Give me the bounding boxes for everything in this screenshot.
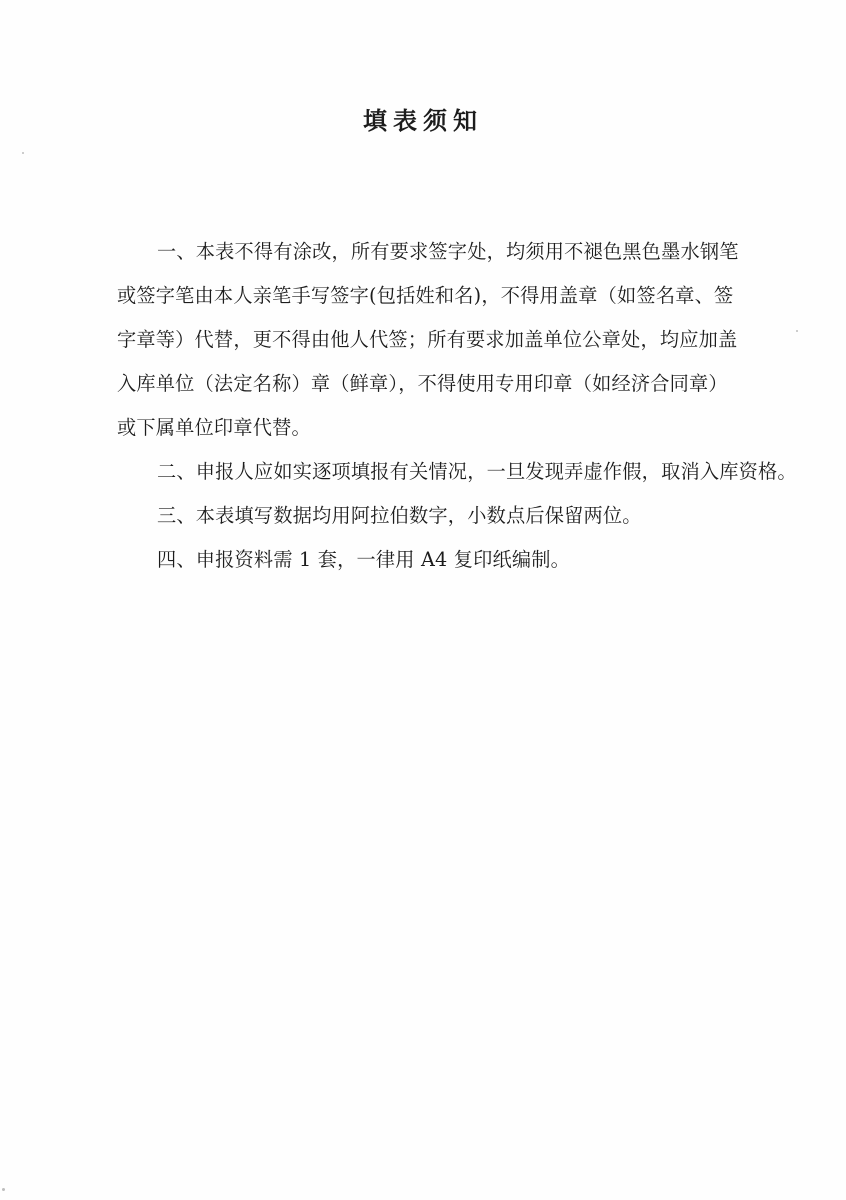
instruction-item-1-line-5: 或下属单位印章代替。 <box>117 416 311 439</box>
instruction-item-4-line-1: 四、申报资料需 1 套，一律用 A4 复印纸编制。 <box>157 548 571 571</box>
instruction-item-2-line-1: 二、申报人应如实逐项填报有关情况，一旦发现弄虚作假，取消入库资格。 <box>157 460 797 483</box>
instruction-item-1-line-1: 一、本表不得有涂改，所有要求签字处，均须用不褪色黑色墨水钢笔 <box>157 240 739 263</box>
instruction-item-3 <box>117 494 781 538</box>
instruction-item-1 <box>117 230 781 450</box>
instruction-item-1-line-3: 字章等）代替，更不得由他人代签；所有要求加盖单位公章处，均应加盖 <box>117 328 738 351</box>
instructions-body <box>117 230 797 582</box>
instruction-item-3-line-1: 三、本表填写数据均用阿拉伯数字，小数点后保留两位。 <box>157 504 642 527</box>
instruction-item-1-line-2: 或签字笔由本人亲笔手写签字(包括姓和名)，不得用盖章（如签名章、签 <box>117 284 734 307</box>
scan-speck <box>22 152 24 154</box>
instruction-item-1-line-4: 入库单位（法定名称）章（鲜章），不得使用专用印章（如经济合同章） <box>117 372 728 395</box>
document-title: 填表须知 <box>363 106 483 135</box>
scan-speck <box>796 330 798 332</box>
instruction-item-2 <box>117 450 797 494</box>
instruction-item-4 <box>117 538 781 582</box>
scan-speck <box>2 1188 5 1191</box>
